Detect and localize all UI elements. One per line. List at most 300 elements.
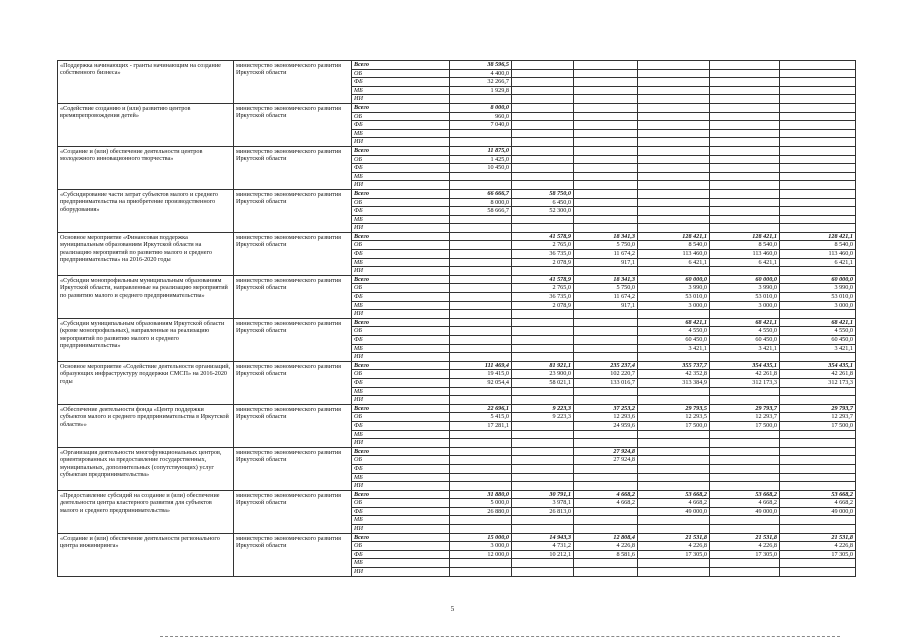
amount-cell <box>574 138 638 147</box>
amount-cell: 58 750,0 <box>512 189 574 198</box>
responsible-org: министерство экономического развития Иркутской области <box>234 447 352 490</box>
amount-cell <box>450 447 512 456</box>
amount-cell: 36 735,0 <box>512 293 574 302</box>
amount-cell: 4 226,8 <box>780 542 856 551</box>
amount-cell <box>450 129 512 138</box>
funding-source: МБ <box>352 129 450 138</box>
amount-cell <box>710 482 780 491</box>
amount-cell <box>710 138 780 147</box>
measure-name: «Субсидирование части затрат субъектов малого и среднего предпринимательства на приобретение производственного оборудования» <box>58 189 234 232</box>
amount-cell: 32 266,7 <box>450 78 512 87</box>
amount-cell <box>638 181 710 190</box>
amount-cell <box>710 473 780 482</box>
amount-cell <box>450 267 512 276</box>
amount-cell <box>574 318 638 327</box>
amount-cell: 3 990,0 <box>710 284 780 293</box>
amount-cell <box>780 146 856 155</box>
amount-cell <box>710 525 780 534</box>
amount-cell <box>780 224 856 233</box>
amount-cell <box>574 344 638 353</box>
amount-cell: 12 293,5 <box>638 413 710 422</box>
funding-source: ФБ <box>352 464 450 473</box>
amount-cell <box>512 456 574 465</box>
amount-cell <box>574 439 638 448</box>
amount-cell: 4 400,0 <box>450 69 512 78</box>
amount-cell <box>450 95 512 104</box>
amount-cell <box>450 241 512 250</box>
amount-cell: 5 750,0 <box>574 284 638 293</box>
responsible-org: министерство экономического развития Иркутской области <box>234 232 352 275</box>
amount-cell: 60 450,0 <box>710 336 780 345</box>
amount-cell: 53 010,0 <box>780 293 856 302</box>
amount-cell <box>512 129 574 138</box>
responsible-org: министерство экономического развития Иркутской области <box>234 318 352 361</box>
funding-source: Всего <box>352 318 450 327</box>
amount-cell <box>574 430 638 439</box>
amount-cell: 17 500,0 <box>638 421 710 430</box>
funding-source: МБ <box>352 473 450 482</box>
amount-cell <box>780 155 856 164</box>
amount-cell: 354 435,1 <box>710 361 780 370</box>
measure-name: «Создание и (или) обеспечение деятельности регионального центра инжиниринга» <box>58 533 234 576</box>
amount-cell: 18 341,3 <box>574 275 638 284</box>
amount-cell: 8 540,0 <box>638 241 710 250</box>
table-row <box>58 189 856 198</box>
amount-cell <box>780 310 856 319</box>
funding-source: ИИ <box>352 482 450 491</box>
responsible-org: министерство экономического развития Иркутской области <box>234 275 352 318</box>
amount-cell <box>574 473 638 482</box>
amount-cell <box>512 95 574 104</box>
amount-cell: 18 341,3 <box>574 232 638 241</box>
measure-name: «Организация деятельности многофункциональных центров, ориентированных на предоставление государственных, муниципальных, дополнительных (сопутствующих) услуг субъектам предпринимательства» <box>58 447 234 490</box>
amount-cell: 355 737,7 <box>638 361 710 370</box>
responsible-org: министерство экономического развития Иркутской области <box>234 189 352 232</box>
amount-cell: 26 880,0 <box>450 507 512 516</box>
amount-cell: 6 421,1 <box>710 258 780 267</box>
amount-cell <box>450 559 512 568</box>
amount-cell: 4 668,2 <box>574 490 638 499</box>
amount-cell: 22 696,1 <box>450 404 512 413</box>
amount-cell: 17 281,1 <box>450 421 512 430</box>
amount-cell <box>574 353 638 362</box>
amount-cell: 81 921,1 <box>512 361 574 370</box>
amount-cell <box>710 310 780 319</box>
amount-cell: 41 578,9 <box>512 275 574 284</box>
amount-cell <box>450 215 512 224</box>
amount-cell <box>512 267 574 276</box>
amount-cell <box>780 353 856 362</box>
amount-cell: 2 765,0 <box>512 284 574 293</box>
amount-cell: 5 750,0 <box>574 241 638 250</box>
funding-source: МБ <box>352 387 450 396</box>
amount-cell: 58 666,7 <box>450 207 512 216</box>
amount-cell: 8 540,0 <box>780 241 856 250</box>
amount-cell <box>574 336 638 345</box>
responsible-org: министерство экономического развития Иркутской области <box>234 404 352 447</box>
amount-cell <box>450 464 512 473</box>
amount-cell: 42 261,8 <box>780 370 856 379</box>
amount-cell <box>512 69 574 78</box>
amount-cell <box>512 318 574 327</box>
amount-cell <box>638 464 710 473</box>
amount-cell: 8 000,0 <box>450 103 512 112</box>
amount-cell <box>574 387 638 396</box>
amount-cell: 133 016,7 <box>574 378 638 387</box>
amount-cell <box>574 95 638 104</box>
amount-cell: 17 500,0 <box>780 421 856 430</box>
table-row <box>58 232 856 241</box>
amount-cell <box>638 172 710 181</box>
amount-cell <box>638 129 710 138</box>
amount-cell <box>450 568 512 577</box>
table-row <box>58 404 856 413</box>
measure-name: «Субсидии муниципальным образованиям Иркутской области (кроме монопрофильных), направленные на реализацию мероприятий по развитию малого и среднего предпринимательства» <box>58 318 234 361</box>
amount-cell <box>574 507 638 516</box>
amount-cell <box>638 568 710 577</box>
amount-cell <box>512 516 574 525</box>
amount-cell <box>450 310 512 319</box>
amount-cell <box>450 318 512 327</box>
amount-cell: 8 000,0 <box>450 198 512 207</box>
amount-cell: 12 293,7 <box>780 413 856 422</box>
amount-cell: 21 531,8 <box>638 533 710 542</box>
amount-cell: 3 000,0 <box>780 301 856 310</box>
amount-cell <box>780 215 856 224</box>
responsible-org: министерство экономического развития Иркутской области <box>234 533 352 576</box>
amount-cell <box>450 258 512 267</box>
budget-table-body <box>58 61 856 577</box>
amount-cell <box>780 387 856 396</box>
amount-cell <box>638 310 710 319</box>
amount-cell <box>450 301 512 310</box>
amount-cell: 6 450,0 <box>512 198 574 207</box>
amount-cell: 12 293,6 <box>574 413 638 422</box>
amount-cell <box>780 86 856 95</box>
amount-cell <box>710 396 780 405</box>
amount-cell: 60 000,0 <box>710 275 780 284</box>
amount-cell: 36 735,0 <box>512 250 574 259</box>
amount-cell <box>638 267 710 276</box>
funding-source: Всего <box>352 404 450 413</box>
amount-cell <box>512 112 574 121</box>
amount-cell: 2 765,0 <box>512 241 574 250</box>
amount-cell: 6 421,1 <box>780 258 856 267</box>
amount-cell: 17 305,0 <box>780 550 856 559</box>
measure-name: «Субсидии монопрофильным муниципальным образованиям Иркутской области, направленные на реализацию мероприятий по развитию малого и среднего предпринимательства» <box>58 275 234 318</box>
amount-cell <box>780 473 856 482</box>
amount-cell <box>780 559 856 568</box>
amount-cell <box>574 155 638 164</box>
amount-cell <box>710 456 780 465</box>
footer-scan-line <box>160 636 840 637</box>
amount-cell <box>512 155 574 164</box>
amount-cell: 10 450,0 <box>450 164 512 173</box>
amount-cell: 1 929,8 <box>450 86 512 95</box>
amount-cell <box>638 525 710 534</box>
amount-cell <box>512 525 574 534</box>
amount-cell <box>450 525 512 534</box>
amount-cell <box>512 138 574 147</box>
amount-cell <box>450 275 512 284</box>
funding-source: МБ <box>352 344 450 353</box>
amount-cell <box>574 112 638 121</box>
amount-cell: 128 421,1 <box>780 232 856 241</box>
amount-cell <box>574 559 638 568</box>
amount-cell <box>574 164 638 173</box>
amount-cell: 9 223,3 <box>512 413 574 422</box>
amount-cell: 4 226,8 <box>638 542 710 551</box>
funding-source: МБ <box>352 301 450 310</box>
amount-cell <box>450 172 512 181</box>
funding-source: ОБ <box>352 327 450 336</box>
amount-cell: 68 421,1 <box>780 318 856 327</box>
amount-cell <box>710 189 780 198</box>
amount-cell <box>638 164 710 173</box>
amount-cell <box>512 86 574 95</box>
amount-cell <box>780 207 856 216</box>
funding-source: МБ <box>352 258 450 267</box>
amount-cell <box>710 69 780 78</box>
amount-cell <box>780 267 856 276</box>
amount-cell <box>512 172 574 181</box>
funding-source: ФБ <box>352 78 450 87</box>
amount-cell <box>512 146 574 155</box>
amount-cell <box>574 525 638 534</box>
amount-cell <box>512 344 574 353</box>
amount-cell <box>512 421 574 430</box>
measure-name: «Содействие созданию и (или) развитию центров времяпрепровождения детей» <box>58 103 234 146</box>
amount-cell <box>574 198 638 207</box>
amount-cell <box>512 121 574 130</box>
funding-source: МБ <box>352 516 450 525</box>
amount-cell: 31 880,0 <box>450 490 512 499</box>
funding-source: ФБ <box>352 378 450 387</box>
amount-cell <box>710 155 780 164</box>
funding-source: ИИ <box>352 138 450 147</box>
amount-cell: 49 000,0 <box>638 507 710 516</box>
amount-cell <box>574 61 638 70</box>
responsible-org: министерство экономического развития Иркутской области <box>234 361 352 404</box>
amount-cell: 38 596,5 <box>450 61 512 70</box>
amount-cell: 15 000,0 <box>450 533 512 542</box>
amount-cell <box>638 396 710 405</box>
funding-source: ФБ <box>352 507 450 516</box>
amount-cell <box>512 103 574 112</box>
amount-cell <box>574 86 638 95</box>
amount-cell <box>780 172 856 181</box>
amount-cell <box>450 439 512 448</box>
amount-cell <box>574 215 638 224</box>
amount-cell: 3 000,0 <box>638 301 710 310</box>
amount-cell <box>780 129 856 138</box>
amount-cell <box>710 267 780 276</box>
amount-cell: 312 173,3 <box>780 378 856 387</box>
amount-cell: 960,0 <box>450 112 512 121</box>
funding-source: ОБ <box>352 112 450 121</box>
amount-cell <box>710 112 780 121</box>
amount-cell: 42 352,8 <box>638 370 710 379</box>
amount-cell: 12 808,4 <box>574 533 638 542</box>
funding-source: ИИ <box>352 95 450 104</box>
amount-cell <box>780 95 856 104</box>
amount-cell: 11 875,0 <box>450 146 512 155</box>
amount-cell <box>780 482 856 491</box>
amount-cell <box>780 430 856 439</box>
amount-cell: 3 000,0 <box>710 301 780 310</box>
amount-cell <box>780 78 856 87</box>
amount-cell: 53 668,2 <box>710 490 780 499</box>
amount-cell <box>638 121 710 130</box>
amount-cell <box>450 430 512 439</box>
amount-cell <box>450 250 512 259</box>
amount-cell <box>710 86 780 95</box>
amount-cell <box>638 86 710 95</box>
amount-cell <box>638 146 710 155</box>
amount-cell: 11 674,2 <box>574 293 638 302</box>
measure-name: Основное мероприятие «Содействие деятельности организаций, образующих инфраструктуру поддержки СМСП» на 2016-2020 годы <box>58 361 234 404</box>
amount-cell: 3 990,0 <box>638 284 710 293</box>
amount-cell: 235 237,4 <box>574 361 638 370</box>
amount-cell: 4 668,2 <box>638 499 710 508</box>
amount-cell <box>780 516 856 525</box>
amount-cell <box>638 447 710 456</box>
amount-cell <box>710 172 780 181</box>
amount-cell: 17 500,0 <box>710 421 780 430</box>
amount-cell <box>574 310 638 319</box>
amount-cell <box>512 482 574 491</box>
amount-cell: 10 212,1 <box>512 550 574 559</box>
table-row <box>58 361 856 370</box>
amount-cell <box>710 121 780 130</box>
amount-cell: 113 460,0 <box>710 250 780 259</box>
funding-source: МБ <box>352 172 450 181</box>
amount-cell: 58 021,1 <box>512 378 574 387</box>
amount-cell: 11 674,2 <box>574 250 638 259</box>
amount-cell <box>780 164 856 173</box>
amount-cell <box>574 172 638 181</box>
amount-cell <box>638 198 710 207</box>
amount-cell <box>780 69 856 78</box>
amount-cell: 19 415,0 <box>450 370 512 379</box>
amount-cell: 113 460,0 <box>780 250 856 259</box>
amount-cell <box>638 353 710 362</box>
funding-source: ФБ <box>352 207 450 216</box>
amount-cell <box>574 482 638 491</box>
amount-cell: 49 000,0 <box>710 507 780 516</box>
amount-cell: 4 668,2 <box>574 499 638 508</box>
amount-cell <box>512 447 574 456</box>
amount-cell <box>638 215 710 224</box>
amount-cell: 60 000,0 <box>780 275 856 284</box>
table-row <box>58 533 856 542</box>
amount-cell <box>710 439 780 448</box>
amount-cell <box>574 103 638 112</box>
amount-cell: 60 000,0 <box>638 275 710 284</box>
amount-cell <box>574 69 638 78</box>
page-number: 5 <box>450 605 455 613</box>
amount-cell: 128 421,1 <box>710 232 780 241</box>
amount-cell: 21 531,8 <box>710 533 780 542</box>
amount-cell: 5 415,0 <box>450 413 512 422</box>
amount-cell: 27 924,8 <box>574 456 638 465</box>
amount-cell <box>512 353 574 362</box>
amount-cell <box>780 525 856 534</box>
amount-cell: 14 943,3 <box>512 533 574 542</box>
amount-cell <box>512 568 574 577</box>
amount-cell: 29 793,7 <box>780 404 856 413</box>
amount-cell: 53 010,0 <box>638 293 710 302</box>
amount-cell: 4 226,8 <box>574 542 638 551</box>
amount-cell <box>450 284 512 293</box>
amount-cell <box>780 103 856 112</box>
amount-cell: 17 305,0 <box>710 550 780 559</box>
funding-source: Всего <box>352 103 450 112</box>
amount-cell <box>574 516 638 525</box>
amount-cell: 26 813,0 <box>512 507 574 516</box>
amount-cell <box>512 396 574 405</box>
funding-source: ФБ <box>352 164 450 173</box>
amount-cell <box>512 439 574 448</box>
amount-cell <box>638 456 710 465</box>
amount-cell: 27 924,8 <box>574 447 638 456</box>
amount-cell: 4 226,8 <box>710 542 780 551</box>
funding-source: ОБ <box>352 542 450 551</box>
responsible-org: министерство экономического развития Иркутской области <box>234 146 352 189</box>
amount-cell <box>780 464 856 473</box>
funding-source: Всего <box>352 361 450 370</box>
amount-cell <box>710 164 780 173</box>
amount-cell <box>710 78 780 87</box>
responsible-org: министерство экономического развития Иркутской области <box>234 103 352 146</box>
amount-cell <box>780 396 856 405</box>
amount-cell <box>512 61 574 70</box>
amount-cell: 42 261,8 <box>710 370 780 379</box>
amount-cell: 37 253,2 <box>574 404 638 413</box>
amount-cell <box>512 215 574 224</box>
amount-cell <box>638 559 710 568</box>
amount-cell <box>638 473 710 482</box>
amount-cell <box>638 430 710 439</box>
amount-cell <box>450 473 512 482</box>
amount-cell <box>450 138 512 147</box>
funding-source: Всего <box>352 146 450 155</box>
amount-cell: 60 450,0 <box>638 336 710 345</box>
funding-source: ИИ <box>352 310 450 319</box>
amount-cell <box>710 447 780 456</box>
amount-cell <box>638 207 710 216</box>
amount-cell <box>450 456 512 465</box>
amount-cell <box>512 336 574 345</box>
amount-cell: 4 550,0 <box>638 327 710 336</box>
funding-source: ОБ <box>352 155 450 164</box>
funding-source: ИИ <box>352 181 450 190</box>
amount-cell <box>638 103 710 112</box>
amount-cell: 49 000,0 <box>780 507 856 516</box>
funding-source: ФБ <box>352 550 450 559</box>
table-row <box>58 318 856 327</box>
funding-source: ОБ <box>352 69 450 78</box>
funding-source: Всего <box>352 533 450 542</box>
funding-source: ФБ <box>352 421 450 430</box>
amount-cell <box>710 516 780 525</box>
measure-name: «Предоставление субсидий на создание и (или) обеспечение деятельности центра кластерного развития для субъектов малого и среднего предпринимательства» <box>58 490 234 533</box>
amount-cell: 128 421,1 <box>638 232 710 241</box>
amount-cell: 17 305,0 <box>638 550 710 559</box>
amount-cell <box>710 430 780 439</box>
amount-cell <box>710 103 780 112</box>
amount-cell <box>710 207 780 216</box>
